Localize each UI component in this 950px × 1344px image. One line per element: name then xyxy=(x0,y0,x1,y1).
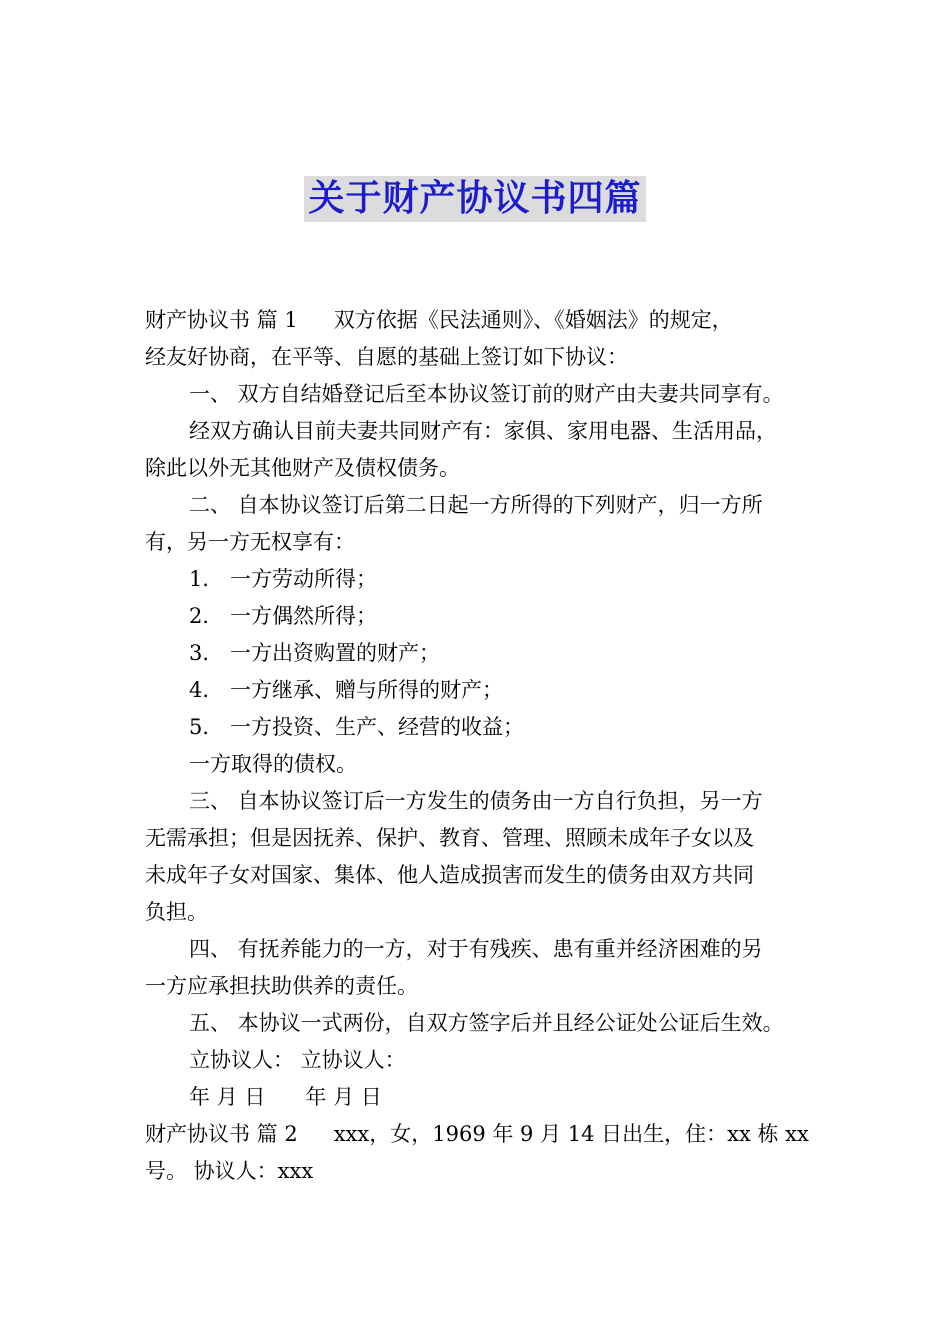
paragraph-text: xxx，女，1969 年 9 月 14 日出生，住：xx 栋 xx xyxy=(333,1122,809,1146)
paragraph-line: 负担。 xyxy=(145,900,208,924)
paragraph-line: 未成年子女对国家、集体、他人造成损害而发生的债务由双方共同 xyxy=(145,863,754,887)
list-item: 2． 一方偶然所得； xyxy=(189,604,378,628)
paragraph-line xyxy=(145,302,817,339)
list-item: 4． 一方继承、赠与所得的财产； xyxy=(189,678,504,702)
list-item: 1． 一方劳动所得； xyxy=(189,567,378,591)
document-title: 关于财产协议书四篇 xyxy=(304,176,645,222)
paragraph-line: 经友好协商，在平等、自愿的基础上签订如下协议： xyxy=(145,345,628,369)
section-heading: 财产协议书 篇 2 xyxy=(145,1122,298,1146)
date-line: 年 月 日 年 月 日 xyxy=(189,1085,382,1109)
paragraph-line: 四、 有抚养能力的一方，对于有残疾、患有重并经济困难的另 xyxy=(189,937,763,961)
signature-line: 立协议人： 立协议人： xyxy=(189,1048,406,1072)
title-container xyxy=(0,176,950,222)
paragraph-line: 二、 自本协议签订后第二日起一方所得的下列财产，归一方所 xyxy=(189,493,763,517)
section-heading: 财产协议书 篇 1 xyxy=(145,308,298,332)
paragraph-line: 经双方确认目前夫妻共同财产有：家俱、家用电器、生活用品， xyxy=(189,419,777,443)
paragraph-line: 一、 双方自结婚登记后至本协议签订前的财产由夫妻共同享有。 xyxy=(189,382,784,406)
list-item: 5． 一方投资、生产、经营的收益； xyxy=(189,715,525,739)
paragraph-line xyxy=(145,1116,817,1153)
paragraph-text: 双方依据《民法通则》、《婚姻法》的规定， xyxy=(333,308,733,332)
paragraph-line: 除此以外无其他财产及债权债务。 xyxy=(145,456,460,480)
paragraph-line: 一方应承担扶助供养的责任。 xyxy=(145,974,418,998)
paragraph-line: 有，另一方无权享有： xyxy=(145,530,355,554)
document-body xyxy=(145,302,817,1190)
paragraph-line: 一方取得的债权。 xyxy=(189,752,357,776)
list-item: 3． 一方出资购置的财产； xyxy=(189,641,441,665)
paragraph-line: 五、 本协议一式两份，自双方签字后并且经公证处公证后生效。 xyxy=(189,1011,784,1035)
paragraph-line: 三、 自本协议签订后一方发生的债务由一方自行负担，另一方 xyxy=(189,789,763,813)
paragraph-line: 号。 协议人：xxx xyxy=(145,1159,314,1183)
paragraph-line: 无需承担；但是因抚养、保护、教育、管理、照顾未成年子女以及 xyxy=(145,826,754,850)
